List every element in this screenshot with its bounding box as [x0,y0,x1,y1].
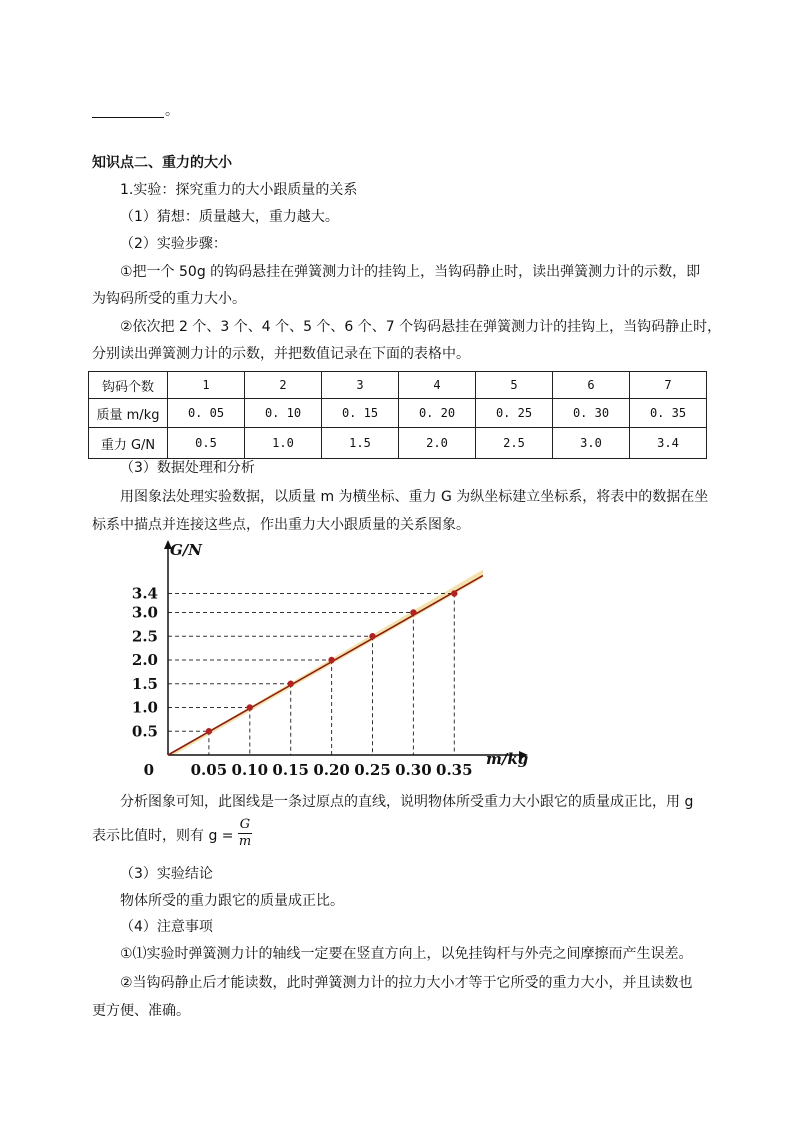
x-tick-label: 0.35 [436,761,473,779]
table-cell: 1.5 [322,428,399,459]
data-point [369,633,375,639]
line-conclusion-heading: （3）实验结论 [120,866,213,882]
data-point [410,609,416,615]
y-tick-label: 0.5 [131,722,158,741]
table-cell: 3.0 [553,428,630,459]
line-analysis-heading: （3）数据处理和分析 [120,460,255,476]
data-table [88,371,707,459]
line-conclusion-analysis-b: 表示比值时，则有 g = [92,828,234,844]
line-step1-b: 为钩码所受的重力大小。 [92,291,246,307]
line-conclusion: 物体所受的重力跟它的质量成正比。 [120,893,344,909]
formula-numerator: G [239,817,251,832]
table-cell: 0. 05 [168,399,245,428]
table-cell: 2.0 [399,428,476,459]
table-header-cell: 重力 G/N [89,428,168,459]
line-note2-a: ②当钩码静止后才能读数，此时弹簧测力计的拉力大小才等于它所受的重力大小，并且读数也 [120,975,693,991]
x-tick-label: 0.20 [313,761,350,779]
y-tick-label: 2.0 [131,651,158,669]
table-cell: 0. 20 [399,399,476,428]
y-tick-label: 3.0 [131,603,158,622]
gravity-mass-chart [118,537,530,779]
line-method-b: 标系中描点并连接这些点，作出重力大小跟质量的关系图象。 [92,517,470,533]
y-tick-label: 1.0 [131,698,158,717]
line-steps-heading: （2）实验步骤： [120,236,227,252]
table-cell: 5 [476,372,553,399]
line-note1: ①⑴实验时弹簧测力计的轴线一定要在竖直方向上，以免挂钩杆与外壳之间摩擦而产生误差。 [120,946,693,962]
x-axis-label: m/kg [486,750,529,768]
y-axis-label: G/N [170,541,202,559]
table-cell: 0. 10 [245,399,322,428]
x-tick-label: 0.05 [190,761,228,779]
table-cell: 0. 25 [476,399,553,428]
table-header-cell: 质量 m/kg [89,399,168,428]
table-cell: 1 [168,372,245,399]
answer-blank[interactable] [92,103,164,118]
section-title: 知识点二、重力的大小 [92,155,232,171]
line-step2-b: 分别读出弹簧测力计的示数，并把数值记录在下面的表格中。 [92,346,470,362]
data-point [206,728,212,734]
table-row [89,399,707,428]
origin-label: 0 [143,761,154,779]
table-cell: 7 [630,372,707,399]
formula-fraction [238,817,252,850]
table-cell: 3 [322,372,399,399]
table-row [89,372,707,399]
table-cell: 0. 35 [630,399,707,428]
line-step2-a: ②依次把 2 个、3 个、4 个、5 个、6 个、7 个钩码悬挂在弹簧测力计的挂钩上，当钩码静止时， [120,319,722,335]
table-cell: 0. 30 [553,399,630,428]
intro-end-mark: 。 [165,103,179,119]
line-notes-heading: （4）注意事项 [120,919,213,935]
line-method-a: 用图象法处理实验数据，以质量 m 为横坐标、重力 G 为纵坐标建立坐标系，将表中的数据在坐 [120,489,709,505]
table-cell: 0.5 [168,428,245,459]
data-point [328,657,334,663]
table-cell: 3.4 [630,428,707,459]
data-point [451,590,457,596]
fit-line [168,576,483,755]
table-cell: 0. 15 [322,399,399,428]
table-cell: 4 [399,372,476,399]
data-point [247,704,253,710]
line-step1-a: ①把一个 50g 的钩码悬挂在弹簧测力计的挂钩上，当钩码静止时，读出弹簧测力计的示数，即 [120,264,701,280]
table-cell: 1.0 [245,428,322,459]
x-tick-label: 0.25 [354,761,391,779]
x-tick-label: 0.30 [395,761,432,779]
y-tick-label: 3.4 [131,584,158,603]
table-cell: 2.5 [476,428,553,459]
line-note2-b: 更方便、准确。 [92,1003,190,1019]
y-tick-label: 1.5 [131,674,158,693]
x-tick-label: 0.10 [231,761,269,779]
line-hypothesis: （1）猜想：质量越大，重力越大。 [120,209,339,225]
table-cell: 2 [245,372,322,399]
line-conclusion-analysis-a: 分析图象可知，此图线是一条过原点的直线，说明物体所受重力大小跟它的质量成正比，用 g [120,794,694,810]
y-tick-label: 2.5 [131,627,158,646]
table-header-cell: 钩码个数 [89,372,168,399]
table-cell: 6 [553,372,630,399]
x-tick-label: 0.15 [272,761,309,779]
table-row [89,428,707,459]
line-experiment-title: 1.实验：探究重力的大小跟质量的关系 [120,182,358,198]
data-point [288,681,294,687]
formula-denominator: m [238,834,252,849]
